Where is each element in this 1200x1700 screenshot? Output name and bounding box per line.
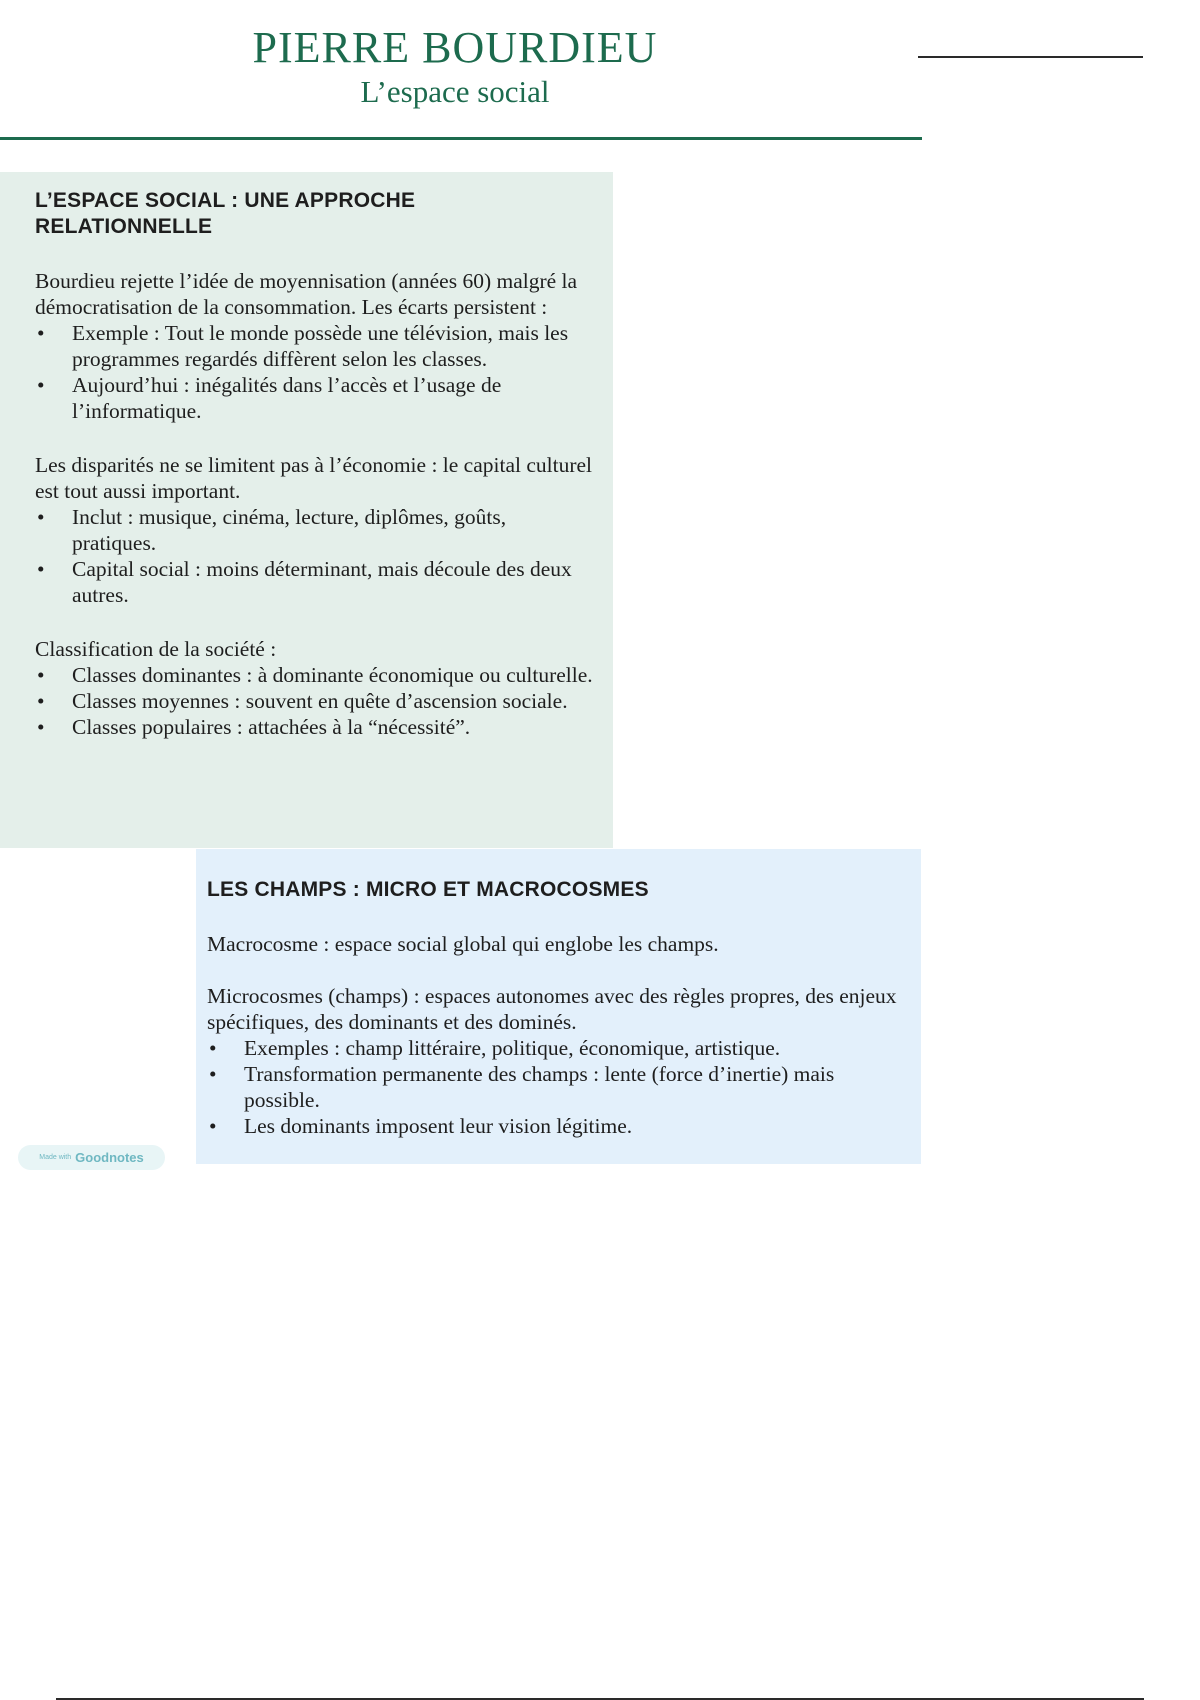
list-item-text: Classes dominantes : à dominante économique ou culturelle. bbox=[72, 663, 593, 687]
list-item bbox=[35, 320, 593, 372]
section-espace-social bbox=[0, 172, 613, 848]
bullet-icon: • bbox=[37, 715, 45, 739]
list-item-text: Capital social : moins déterminant, mais découle des deux autres. bbox=[72, 557, 572, 607]
list-item-text: Les dominants imposent leur vision légitime. bbox=[244, 1114, 633, 1138]
section-heading: LES CHAMPS : MICRO ET MACROCOSMES bbox=[207, 878, 649, 901]
bullet-list bbox=[35, 320, 593, 424]
goodnotes-badge bbox=[18, 1145, 165, 1170]
list-item-text: Inclut : musique, cinéma, lecture, diplômes, goûts, pratiques. bbox=[72, 505, 507, 555]
paragraph: Classification de la société : bbox=[35, 637, 277, 661]
bullet-icon: • bbox=[37, 663, 45, 687]
corner-divider bbox=[918, 56, 1143, 58]
list-item-text: Classes moyennes : souvent en quête d’ascension sociale. bbox=[72, 689, 568, 713]
list-item bbox=[207, 1113, 901, 1139]
bullet-list bbox=[35, 662, 593, 740]
bullet-icon: • bbox=[37, 373, 45, 397]
list-item-text: Aujourd’hui : inégalités dans l’accès et l’usage de l’informatique. bbox=[72, 373, 502, 423]
page-subtitle: L’espace social bbox=[360, 74, 550, 109]
list-item bbox=[207, 1035, 901, 1061]
paragraph: Macrocosme : espace social global qui englobe les champs. bbox=[207, 932, 719, 956]
bullet-icon: • bbox=[209, 1062, 217, 1086]
paragraph: Bourdieu rejette l’idée de moyennisation (années 60) malgré la démocratisation de la consommation. Les écarts persistent : bbox=[35, 269, 578, 319]
list-item bbox=[207, 1061, 901, 1113]
list-item bbox=[35, 714, 593, 740]
bullet-list bbox=[35, 504, 593, 608]
list-item bbox=[35, 372, 593, 424]
list-item bbox=[35, 556, 593, 608]
bullet-icon: • bbox=[209, 1114, 217, 1138]
bullet-icon: • bbox=[37, 505, 45, 529]
list-item bbox=[35, 688, 593, 714]
bullet-icon: • bbox=[37, 557, 45, 581]
list-item bbox=[35, 504, 593, 556]
bullet-icon: • bbox=[37, 321, 45, 345]
badge-brand: Goodnotes bbox=[75, 1150, 144, 1165]
paragraph: Les disparités ne se limitent pas à l’économie : le capital culturel est tout aussi important. bbox=[35, 453, 593, 503]
list-item bbox=[35, 662, 593, 688]
bullet-icon: • bbox=[37, 689, 45, 713]
section-champs bbox=[196, 849, 921, 1164]
section-heading: L’ESPACE SOCIAL : UNE APPROCHE RELATIONNELLE bbox=[35, 189, 416, 238]
list-item-text: Exemple : Tout le monde possède une télévision, mais les programmes regardés diffèrent selon les classes. bbox=[72, 321, 569, 371]
list-item-text: Classes populaires : attachées à la “nécessité”. bbox=[72, 715, 471, 739]
badge-prefix: Made with bbox=[39, 1154, 72, 1161]
paragraph: Microcosmes (champs) : espaces autonomes avec des règles propres, des enjeux spécifiques, des dominants et des dominés. bbox=[207, 984, 897, 1034]
header-divider bbox=[0, 137, 922, 140]
list-item-text: Transformation permanente des champs : lente (force d’inertie) mais possible. bbox=[244, 1062, 835, 1112]
bullet-icon: • bbox=[209, 1036, 217, 1060]
page-title: PIERRE BOURDIEU bbox=[252, 23, 658, 72]
bullet-list bbox=[207, 1035, 901, 1139]
list-item-text: Exemples : champ littéraire, politique, économique, artistique. bbox=[244, 1036, 781, 1060]
